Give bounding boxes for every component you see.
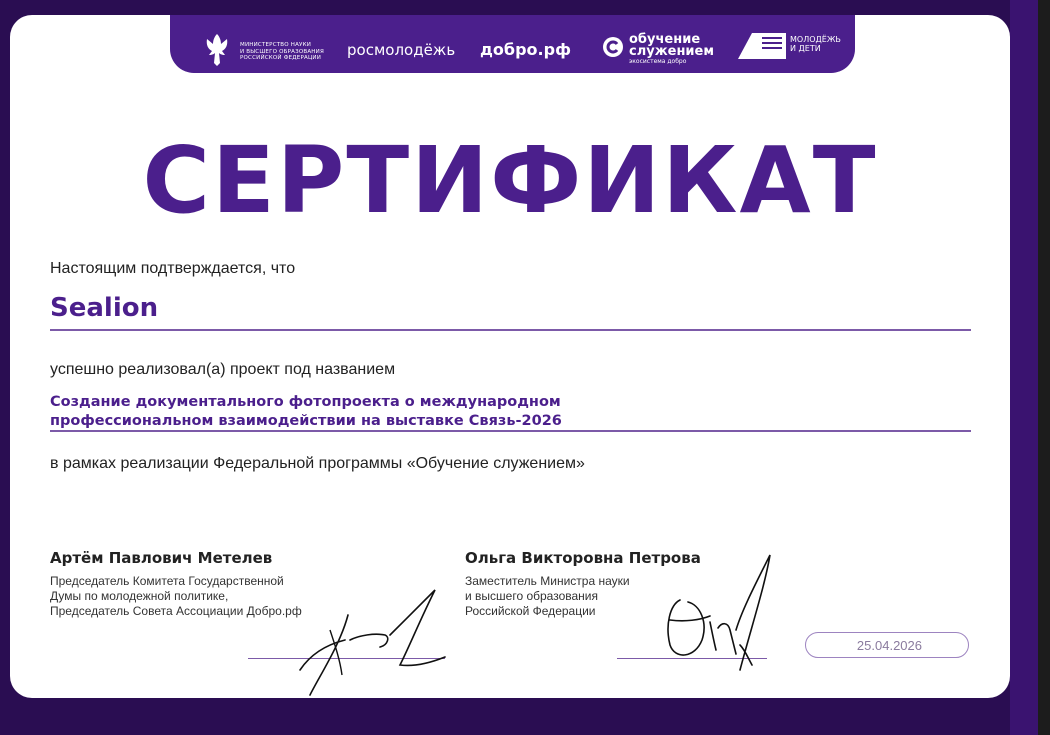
obuchenie-logo-text (629, 34, 714, 66)
obuchenie-line: обучение (629, 32, 701, 47)
role-line: и высшего образования (465, 589, 599, 603)
project-underline (50, 430, 971, 432)
molodezh-line: И ДЕТИ (790, 44, 821, 53)
ministry-line: МИНИСТЕРСТВО НАУКИ (240, 42, 312, 48)
role-line: Председатель Совета Ассоциации Добро.рф (50, 604, 302, 618)
program-text: в рамках реализации Федеральной программы «Обучение служением» (50, 455, 585, 472)
project-line: профессиональном взаимодействии на выставке Связь-2026 (50, 413, 562, 429)
signer-2-name: Ольга Викторовна Петрова (465, 549, 701, 567)
ministry-logo-text (240, 42, 324, 62)
signer-1-name: Артём Павлович Метелев (50, 549, 273, 567)
confirm-text: Настоящим подтверждается, что (50, 260, 296, 277)
signature-1-icon (290, 585, 450, 698)
certificate-title: СЕРТИФИКАТ (142, 127, 878, 234)
certificate-card (10, 15, 1010, 698)
signer-1-role (50, 574, 302, 619)
role-line: Думы по молодежной политике, (50, 589, 229, 603)
role-line: Российской Федерации (465, 604, 596, 618)
role-line: Заместитель Министра науки (465, 574, 630, 588)
logo-header (170, 15, 855, 73)
recipient-underline (50, 329, 971, 331)
date-badge: 25.04.2026 (805, 632, 969, 658)
molodezh-logo-text (790, 35, 841, 53)
ministry-line: И ВЫСШЕГО ОБРАЗОВАНИЯ (240, 48, 324, 55)
recipient-name: Sealion (50, 293, 159, 323)
molodezh-logo-icon (738, 33, 786, 59)
eagle-emblem-icon (200, 31, 234, 67)
signature-2-icon (640, 550, 780, 680)
role-line: Председатель Комитета Государственной (50, 574, 284, 588)
implemented-text: успешно реализовал(а) проект под названием (50, 361, 396, 378)
frame-edge (1010, 0, 1038, 735)
obuchenie-line: служением (629, 44, 714, 59)
obuchenie-logo-icon (602, 36, 624, 58)
project-line: Создание документального фотопроекта о международном (50, 394, 561, 410)
obuchenie-sub: экосистема добро (629, 58, 687, 65)
dobro-logo: добро.рф (480, 40, 571, 59)
molodezh-line: МОЛОДЁЖЬ (790, 35, 841, 44)
signer-2-role (465, 574, 630, 619)
rosmolodezh-logo: росмолодёжь (347, 41, 456, 59)
project-title (50, 393, 562, 431)
ministry-line: РОССИЙСКОЙ ФЕДЕРАЦИИ (240, 55, 322, 61)
